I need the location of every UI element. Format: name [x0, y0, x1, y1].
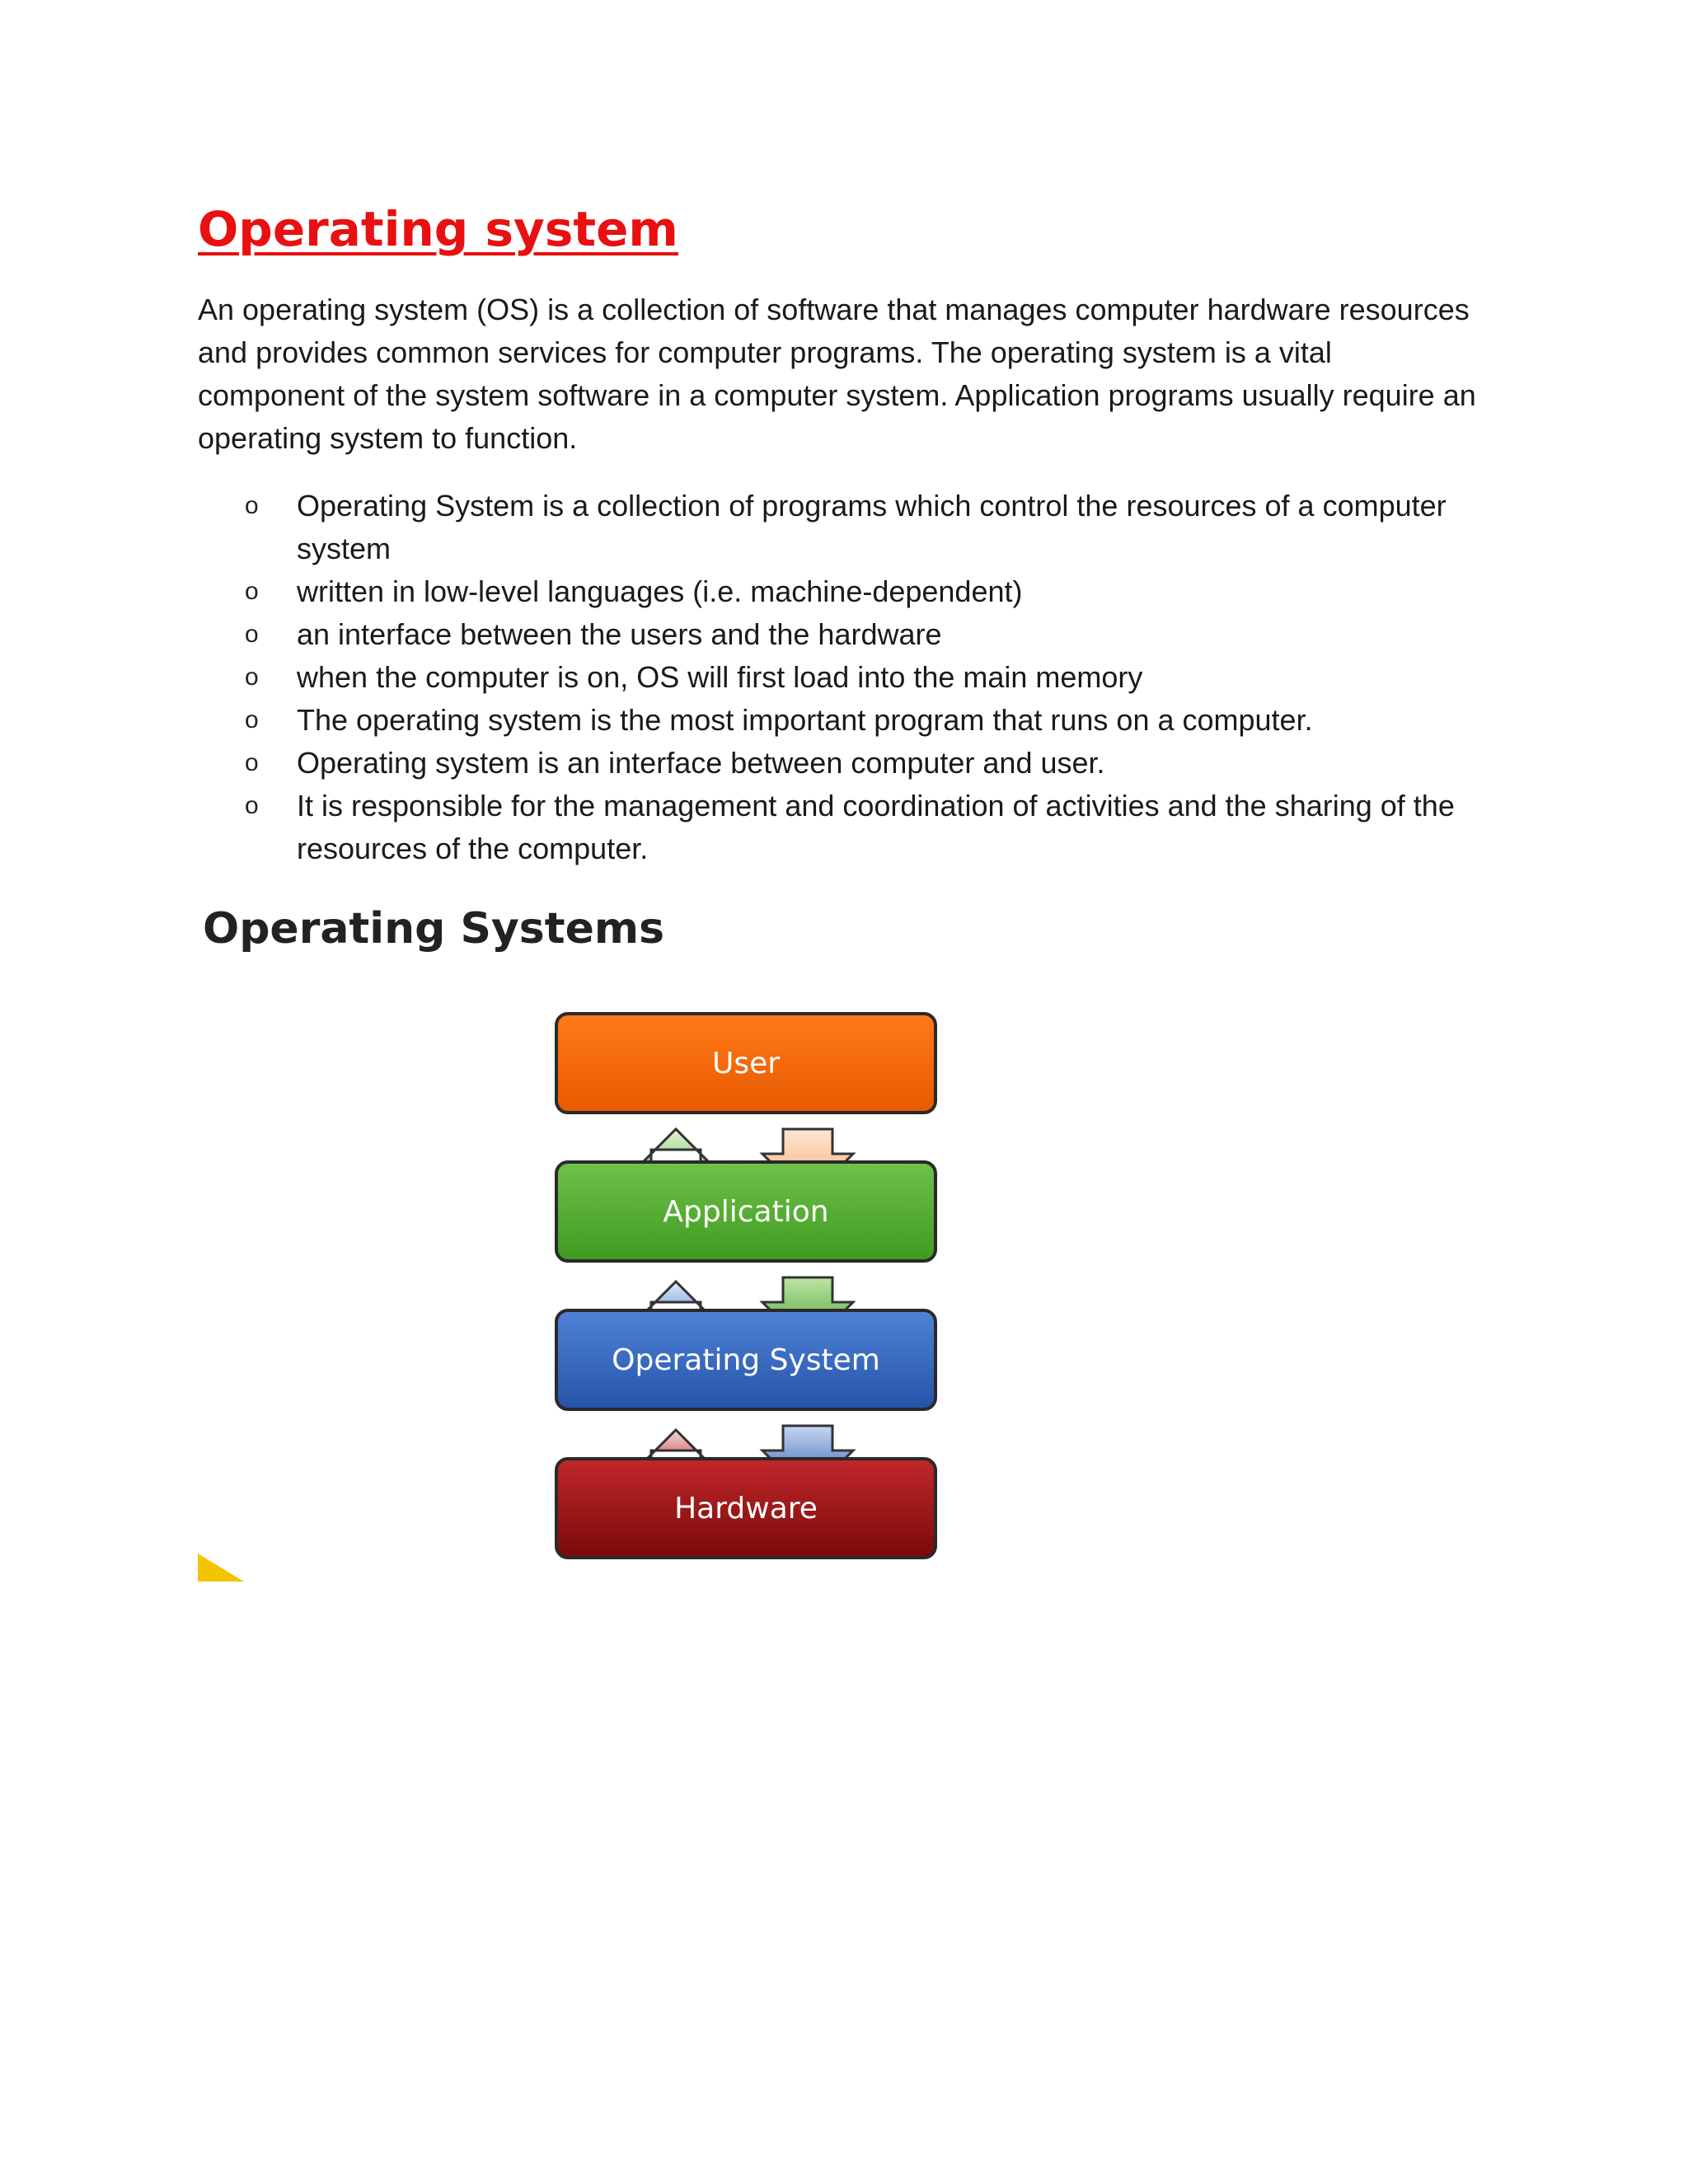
layer-application	[556, 1162, 935, 1261]
bullet-marker: o	[245, 749, 259, 776]
list-item-text: It is responsible for the management and coordination of activities and the sharing of the resources of the computer.	[297, 789, 1455, 865]
list-item-text: when the computer is on, OS will first load into the main memory	[297, 660, 1143, 694]
list-item	[198, 485, 1500, 570]
page-title: Operating system	[198, 201, 678, 257]
list-item	[198, 699, 1500, 742]
corner-triangle-icon	[198, 1554, 244, 1582]
layer-user	[556, 1014, 935, 1113]
bullet-marker: o	[245, 792, 259, 819]
layer-label: Application	[663, 1195, 829, 1229]
bullet-marker: o	[245, 492, 259, 519]
layer-label: User	[711, 1047, 781, 1080]
layer-label: Hardware	[674, 1492, 818, 1526]
intro-paragraph: An operating system (OS) is a collection of software that manages computer hardware resources and provides common services for computer programs. The operating system is a vital component of the system software in a computer system. Application programs usually require an operating system to function.	[198, 293, 1476, 455]
list-item	[198, 613, 1500, 656]
os-layer-diagram	[544, 1005, 956, 1582]
bullet-marker: o	[245, 578, 259, 605]
layer-operating-system	[556, 1310, 935, 1409]
layer-hardware	[556, 1459, 935, 1558]
bullet-marker: o	[245, 663, 259, 691]
bullet-list	[198, 485, 1500, 870]
list-item-text: Operating system is an interface between computer and user.	[297, 746, 1105, 780]
list-item-text: The operating system is the most important program that runs on a computer.	[297, 703, 1313, 737]
list-item	[198, 656, 1500, 699]
list-item-text: written in low-level languages (i.e. machine-dependent)	[297, 574, 1023, 608]
list-item	[198, 570, 1500, 613]
figure-title: Operating Systems	[203, 904, 665, 954]
list-item	[198, 785, 1500, 870]
list-item-text: an interface between the users and the hardware	[297, 617, 942, 651]
layer-label: Operating System	[612, 1343, 880, 1377]
list-item-text: Operating System is a collection of programs which control the resources of a computer system	[297, 489, 1447, 565]
bullet-marker: o	[245, 621, 259, 648]
bullet-marker: o	[245, 706, 259, 733]
list-item	[198, 742, 1500, 785]
